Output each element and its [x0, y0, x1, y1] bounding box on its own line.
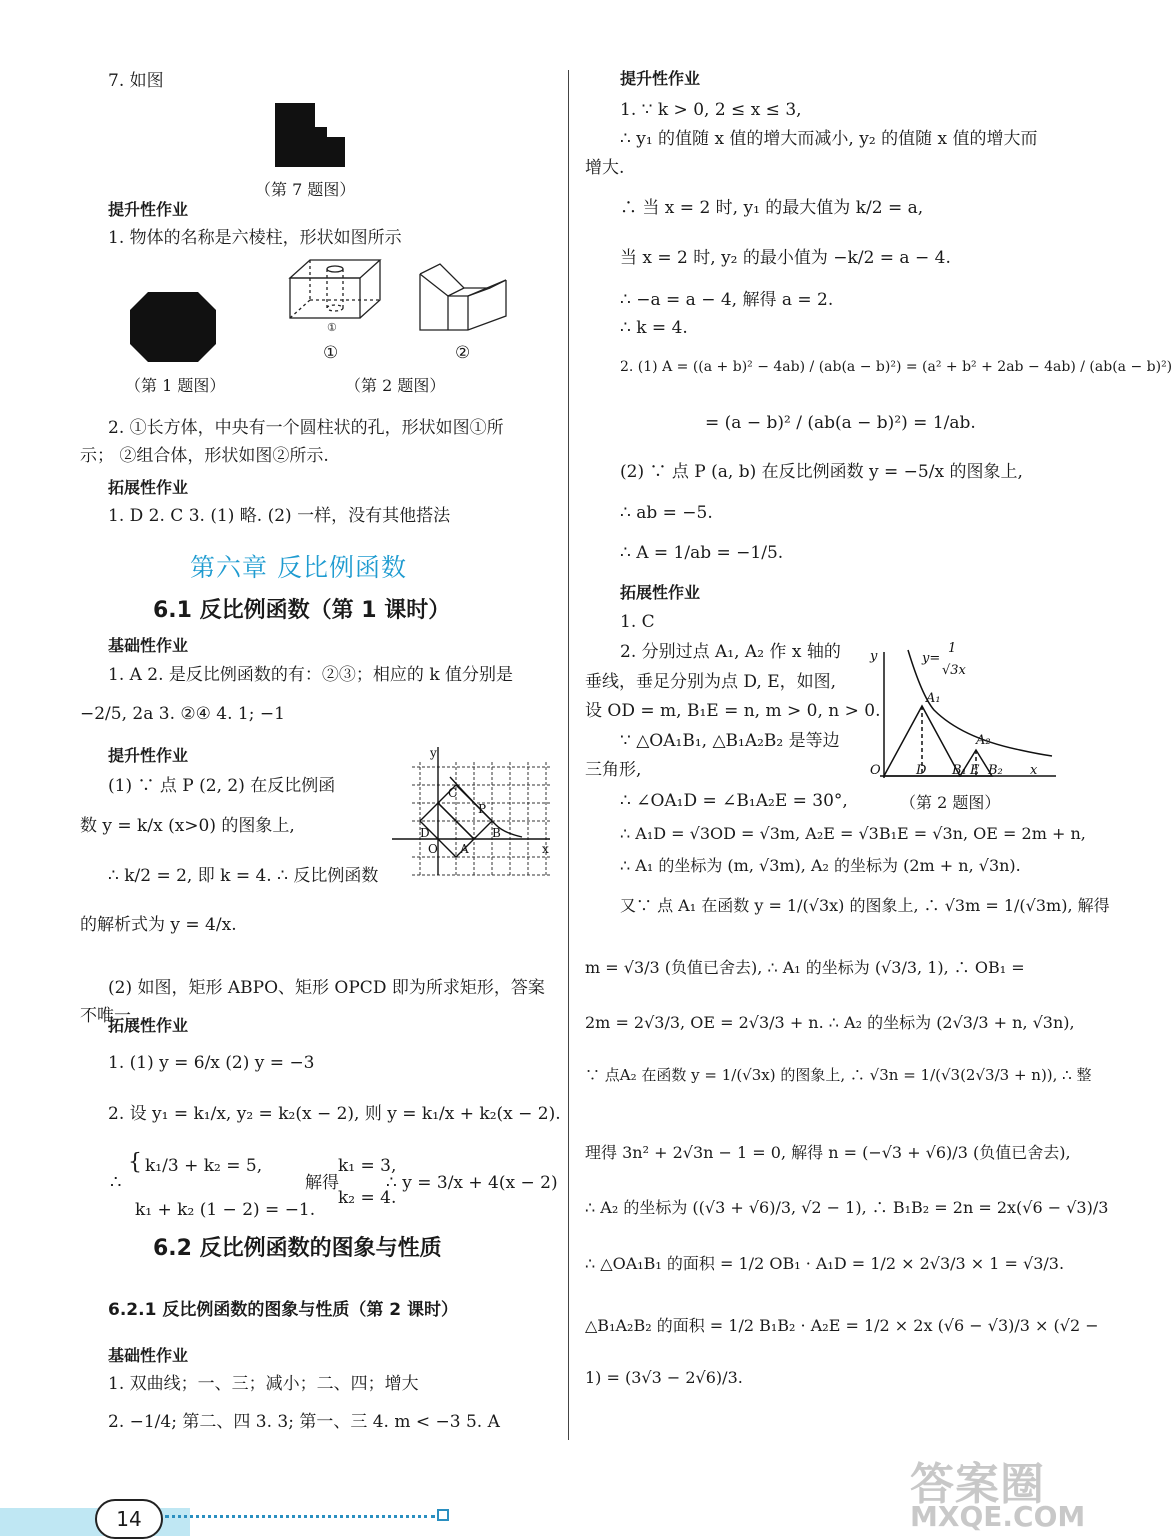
grid-label-x: x — [542, 842, 549, 856]
brace-left: { — [128, 1150, 142, 1175]
heading-tisheng-2: 提升性作业 — [108, 746, 189, 765]
fig-label-y: y — [870, 649, 878, 664]
grid-label-o: O — [428, 842, 438, 856]
answer-line: (2) 如图，矩形 ABPO、矩形 OPCD 即为所求矩形，答案 — [108, 978, 545, 998]
column-divider — [568, 70, 569, 1440]
figure-1-octagon — [130, 292, 216, 362]
grid-label-y: y — [430, 746, 437, 760]
answer-line: ∴ A = 1/ab = −1/5. — [620, 543, 784, 563]
solved-label: 解得 — [305, 1173, 339, 1193]
answer-line: 2m = 2√3/3, OE = 2√3/3 + n. ∴ A₂ 的坐标为 (2√3/3 + n, √3n), — [585, 1013, 1075, 1032]
fig-label-sqrt3x: √3x — [942, 663, 966, 678]
fig-label-y-eq: y= — [922, 651, 941, 666]
fig-label-b1: B₁ — [952, 763, 967, 778]
figure-7-shape — [275, 103, 347, 167]
heading-jichu-2: 基础性作业 — [108, 1346, 189, 1365]
answer-line: 不唯一. — [80, 1006, 137, 1026]
heading-jichu-1: 基础性作业 — [108, 636, 189, 655]
fig-label-d: D — [916, 763, 927, 778]
figure-caption: （第 2 题图） — [900, 793, 1001, 812]
equation: k₂ = 4. — [338, 1188, 397, 1208]
answer-line: ∴ ∠OA₁D = ∠B₁A₂E = 30°, — [620, 791, 848, 811]
answer-line: 设 OD = m, B₁E = n, m > 0, n > 0. — [585, 701, 881, 721]
heading-tuozhan: 拓展性作业 — [620, 583, 701, 602]
heading-tuozhan-2: 拓展性作业 — [108, 1016, 189, 1035]
footer-dotted-line — [165, 1515, 435, 1518]
fig-label-a1: A₁ — [926, 691, 941, 706]
fig-label-x: x — [1030, 763, 1038, 778]
answer-line: 2. 设 y₁ = k₁/x, y₂ = k₂(x − 2), 则 y = k₁/x + k₂(x − 2). — [108, 1104, 561, 1124]
page-number: 14 — [95, 1499, 163, 1539]
coordinate-grid-figure — [392, 747, 552, 877]
figure-2-small-label: ① — [327, 321, 337, 334]
fig-label-e: E — [970, 763, 980, 778]
grid-label-p: P — [478, 802, 487, 816]
footer-square-icon — [437, 1509, 449, 1521]
fig-label-b2: B₂ — [988, 763, 1003, 778]
answer-line: ∴ A₂ 的坐标为 ((√3 + √6)/3, √2 − 1), ∴ B₁B₂ = 2n = 2x(√6 − √3)/3 — [585, 1198, 1109, 1217]
answer-line: 1. ∵ k > 0, 2 ≤ x ≤ 3, — [620, 100, 802, 120]
answer-line: ∴ y₁ 的值随 x 值的增大而减小, y₂ 的值随 x 值的增大而 — [620, 129, 1038, 149]
equation: k₁ = 3, — [338, 1156, 397, 1176]
grid-label-a: A — [460, 842, 469, 856]
answer-line: 1. (1) y = 6/x (2) y = −3 — [108, 1053, 315, 1073]
answer-line: ∵ △OA₁B₁, △B₁A₂B₂ 是等边 — [620, 731, 840, 751]
answer-line: 理得 3n² + 2√3n − 1 = 0, 解得 n = (−√3 + √6)/3 (负值已舍去), — [585, 1143, 1071, 1162]
answer-line: 1) = (3√3 − 2√6)/3. — [585, 1368, 743, 1387]
chapter-title: 第六章 反比例函数 — [190, 553, 407, 582]
figure-2-label-1: ① — [323, 343, 339, 363]
heading-tisheng: 提升性作业 — [620, 69, 701, 88]
answer-line: ∴ k = 4. — [620, 318, 688, 338]
answer-line: ∴ △OA₁B₁ 的面积 = 1/2 OB₁ · A₁D = 1/2 × 2√3/3 × 1 = √3/3. — [585, 1254, 1065, 1273]
answer-line: ∴ 当 x = 2 时, y₁ 的最大值为 k/2 = a, — [620, 198, 924, 218]
answer-line: 1. A 2. 是反比例函数的有：②③；相应的 k 值分别是 — [108, 665, 514, 685]
answer-line: 的解析式为 y = 4/x. — [80, 915, 237, 935]
heading-tisheng-1: 提升性作业 — [108, 200, 189, 219]
grid-label-d: D — [420, 826, 430, 840]
answer-line: m = √3/3 (负值已舍去), ∴ A₁ 的坐标为 (√3/3, 1), ∴ OB₁ = — [585, 958, 1025, 977]
answer-line: 2. (1) A = ((a + b)² − 4ab) / (ab(a − b)²) = (a² + b² + 2ab − 4ab) / (ab(a − b)²) — [620, 359, 1172, 375]
answer-line: 又∵ 点 A₁ 在函数 y = 1/(√3x) 的图象上, ∴ √3m = 1/(√3m), 解得 — [620, 896, 1110, 915]
fig-label-one: 1 — [948, 641, 957, 656]
answer-line: 2. −1/4; 第二、四 3. 3; 第一、三 4. m < −3 5. A — [108, 1412, 500, 1432]
figure-1-caption: （第 1 题图） — [125, 376, 226, 395]
answer-line: 垂线，垂足分别为点 D, E，如图, — [585, 672, 837, 692]
grid-label-b: B — [492, 826, 501, 840]
figure-7-caption: （第 7 题图） — [255, 180, 356, 199]
figure-2-label-2: ② — [455, 343, 471, 363]
answer-line: ∴ ab = −5. — [620, 503, 713, 523]
figure-2-combo-shape — [418, 262, 508, 334]
answer-line: 示； ②组合体，形状如图②所示. — [80, 446, 329, 466]
fig-label-a2: A₂ — [976, 733, 991, 748]
heading-tuozhan-1: 拓展性作业 — [108, 478, 189, 497]
answer-line: 三角形, — [585, 760, 642, 780]
answer-line: −2/5, 2a 3. ②④ 4. 1; −1 — [80, 704, 285, 724]
subsection-6-2-1-title: 6.2.1 反比例函数的图象与性质（第 2 课时） — [108, 1300, 458, 1320]
answer-line: 增大. — [585, 158, 625, 178]
grid-label-c: C — [448, 786, 458, 800]
answer-line: 2. ①长方体，中央有一个圆柱状的孔，形状如图①所 — [108, 418, 504, 438]
answer-line: 当 x = 2 时, y₂ 的最小值为 −k/2 = a − 4. — [620, 248, 951, 268]
answer-line: 1. C — [620, 612, 655, 632]
answer-line: ∴ A₁ 的坐标为 (m, √3m), A₂ 的坐标为 (2m + n, √3n). — [620, 856, 1021, 875]
answer-line: ∴ k/2 = 2, 即 k = 4. ∴ 反比例函数 — [108, 866, 379, 886]
answer-line: ∵ 点A₂ 在函数 y = 1/(√3x) 的图象上, ∴ √3n = 1/(√3(2√3/3 + n)), ∴ 整 — [585, 1066, 1092, 1084]
answer-line: 1. 双曲线；一、三；减小；二、四；增大 — [108, 1374, 419, 1394]
figure-2-caption: （第 2 题图） — [345, 376, 446, 395]
answer-line: ∴ −a = a − 4, 解得 a = 2. — [620, 290, 834, 310]
fig-label-o: O — [870, 763, 881, 778]
watermark-url: MXQE.COM — [910, 1500, 1086, 1533]
answer-line: (1) ∵ 点 P (2, 2) 在反比例函 — [108, 776, 336, 796]
answer-line: = (a − b)² / (ab(a − b)²) = 1/ab. — [705, 413, 976, 433]
answer-line: 1. D 2. C 3. (1) 略. (2) 一样，没有其他搭法 — [108, 506, 451, 526]
equation: k₁/3 + k₂ = 5, — [145, 1156, 263, 1176]
equation: ∴ y = 3/x + 4(x − 2) — [386, 1173, 558, 1193]
question-7: 7. 如图 — [108, 71, 164, 91]
section-6-2-title: 6.2 反比例函数的图象与性质 — [153, 1236, 442, 1261]
answer-line: 1. 物体的名称是六棱柱，形状如图所示 — [108, 228, 402, 248]
answer-line: 数 y = k/x (x>0) 的图象上, — [80, 816, 295, 836]
answer-line: ∴ A₁D = √3OD = √3m, A₂E = √3B₁E = √3n, OE = 2m + n, — [620, 824, 1086, 843]
equation: k₁ + k₂ (1 − 2) = −1. — [135, 1200, 316, 1220]
equilateral-triangles-figure — [870, 640, 1060, 780]
answer-line: (2) ∵ 点 P (a, b) 在反比例函数 y = −5/x 的图象上, — [620, 462, 1023, 482]
section-6-1-title: 6.1 反比例函数（第 1 课时） — [153, 598, 451, 623]
therefore-symbol: ∴ — [110, 1172, 122, 1193]
answer-line: 2. 分别过点 A₁, A₂ 作 x 轴的 — [620, 642, 841, 662]
watermark-logo: 答案圈 — [910, 1459, 1045, 1510]
answer-line: △B₁A₂B₂ 的面积 = 1/2 B₁B₂ · A₂E = 1/2 × 2x (√6 − √3)/3 × (√2 − — [585, 1316, 1099, 1335]
